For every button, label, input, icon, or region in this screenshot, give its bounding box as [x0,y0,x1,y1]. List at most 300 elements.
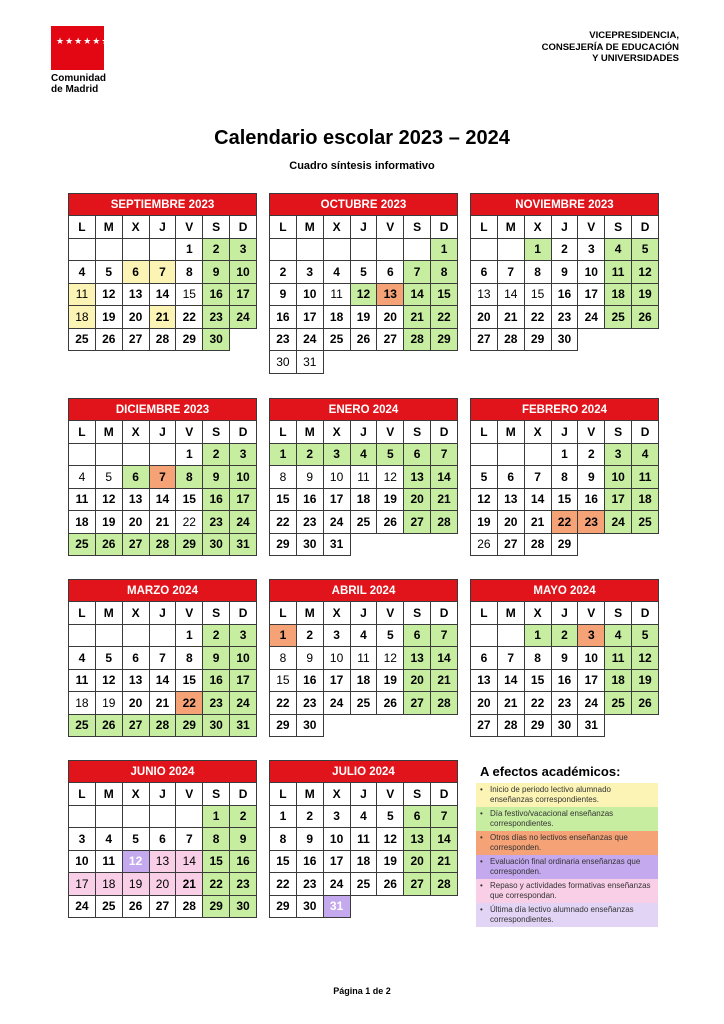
day-cell: 19 [377,488,404,511]
weekday-label: S [404,216,431,239]
month-calendar [68,398,257,556]
day-cell: 14 [149,669,176,692]
day-cell: 31 [230,533,257,556]
day-cell: 28 [431,511,458,534]
day-cell: 17 [230,283,257,306]
week-row [69,669,257,692]
week-row [270,238,458,261]
weekday-label: L [270,216,297,239]
day-cell: 16 [203,669,230,692]
day-cell: 23 [551,306,578,329]
weekday-label: V [578,421,605,444]
day-cell: 27 [471,714,498,737]
day-cell: 5 [350,261,377,284]
day-cell: 20 [404,850,431,873]
day-cell: 7 [404,261,431,284]
day-cell: 8 [176,466,203,489]
day-cell: 14 [431,828,458,851]
weekday-label: V [377,421,404,444]
day-cell: 12 [95,488,122,511]
weekday-label: M [497,216,524,239]
empty-cell [404,533,431,556]
empty-cell [149,805,176,828]
day-cell: 24 [230,306,257,329]
day-cell: 26 [377,511,404,534]
day-cell: 7 [497,647,524,670]
weekday-label: X [323,216,350,239]
day-cell: 18 [69,511,96,534]
empty-cell [404,895,431,918]
day-cell: 29 [176,714,203,737]
weekday-label: S [605,421,632,444]
day-cell: 6 [471,647,498,670]
day-cell: 28 [176,895,203,918]
day-cell: 25 [69,328,96,351]
legend-text: Inicio de periodo lectivo alumnado enseñanzas correspondientes. [490,785,611,804]
empty-cell [431,533,458,556]
weekday-label: S [203,783,230,806]
month-title: JUNIO 2024 [69,761,257,783]
day-cell: 6 [497,466,524,489]
day-cell: 28 [497,714,524,737]
day-cell: 13 [471,283,498,306]
empty-cell [350,351,377,374]
weekday-label: S [404,602,431,625]
weekday-label: J [149,421,176,444]
day-cell: 8 [176,647,203,670]
month-title: ENERO 2024 [270,399,458,421]
day-cell: 21 [431,669,458,692]
week-row [270,443,458,466]
week-row [69,647,257,670]
day-cell: 27 [122,328,149,351]
legend-text: Última día lectivo alumnado enseñanzas correspondientes. [490,905,634,924]
page-footer: Página 1 de 2 [333,986,391,996]
day-cell: 1 [176,624,203,647]
day-cell: 6 [122,466,149,489]
weekday-label: J [149,783,176,806]
day-cell: 17 [605,488,632,511]
day-cell: 13 [404,466,431,489]
weekday-label: X [524,421,551,444]
day-cell: 2 [551,238,578,261]
empty-cell [578,328,605,351]
day-cell: 18 [350,850,377,873]
week-row [69,805,257,828]
header-line: Y UNIVERSIDADES [592,53,679,64]
weekday-label: J [551,421,578,444]
day-cell: 30 [551,328,578,351]
weekday-label: S [605,602,632,625]
day-cell: 1 [270,443,297,466]
week-row [270,828,458,851]
day-cell: 12 [350,283,377,306]
legend-item [476,855,658,879]
weekday-label: X [524,216,551,239]
legend [476,783,658,927]
legend-item [476,783,658,807]
day-cell: 27 [149,895,176,918]
day-cell: 1 [524,238,551,261]
day-cell: 7 [431,443,458,466]
day-cell: 24 [296,328,323,351]
legend-text: Día festivo/vacacional enseñanzas correspondientes. [490,809,614,828]
week-row [69,624,257,647]
day-cell: 30 [230,895,257,918]
weekday-label: V [176,783,203,806]
day-cell: 29 [524,328,551,351]
weekday-label: S [203,421,230,444]
day-cell: 4 [95,828,122,851]
empty-cell [404,351,431,374]
weekday-label: X [122,783,149,806]
weekday-label: M [497,602,524,625]
day-cell: 9 [270,283,297,306]
day-cell: 22 [270,511,297,534]
day-cell: 6 [122,261,149,284]
day-cell: 15 [176,669,203,692]
weekday-label: D [230,216,257,239]
month-calendar [269,398,458,556]
day-cell: 13 [497,488,524,511]
day-cell: 10 [230,647,257,670]
day-cell: 27 [122,533,149,556]
day-cell: 5 [95,647,122,670]
day-cell: 6 [404,805,431,828]
weekday-label: X [323,421,350,444]
day-cell: 20 [404,669,431,692]
bullet-icon: • [480,857,483,866]
day-cell: 30 [270,351,297,374]
day-cell: 29 [176,533,203,556]
empty-cell [95,624,122,647]
weekday-label: D [632,421,659,444]
day-cell: 30 [203,714,230,737]
day-cell: 5 [632,624,659,647]
day-cell: 10 [605,466,632,489]
day-cell: 22 [431,306,458,329]
day-cell: 12 [377,828,404,851]
weekday-label: V [578,216,605,239]
day-cell: 19 [377,850,404,873]
day-cell: 12 [377,647,404,670]
day-cell: 2 [203,443,230,466]
day-cell: 2 [203,624,230,647]
day-cell: 29 [551,533,578,556]
week-row [270,488,458,511]
day-cell: 11 [69,488,96,511]
day-cell: 21 [431,850,458,873]
day-cell: 18 [632,488,659,511]
day-cell: 30 [296,533,323,556]
day-cell: 20 [122,511,149,534]
empty-cell [350,533,377,556]
bullet-icon: • [480,809,483,818]
day-cell: 11 [323,283,350,306]
weekday-label: M [296,783,323,806]
week-row [270,895,458,918]
day-cell: 30 [296,895,323,918]
week-row [69,328,257,351]
month-title: JULIO 2024 [270,761,458,783]
week-row [69,238,257,261]
weekday-label: V [176,421,203,444]
day-cell: 11 [605,647,632,670]
day-cell: 10 [323,466,350,489]
day-cell: 23 [203,692,230,715]
day-cell: 8 [203,828,230,851]
day-cell: 2 [551,624,578,647]
weekday-label: X [524,602,551,625]
day-cell: 17 [230,669,257,692]
day-cell: 14 [404,283,431,306]
month-title: MAYO 2024 [471,580,659,602]
day-cell: 14 [176,850,203,873]
day-cell: 25 [323,328,350,351]
empty-cell [605,533,632,556]
day-cell: 3 [296,261,323,284]
day-cell: 30 [551,714,578,737]
empty-cell [404,714,431,737]
empty-cell [149,624,176,647]
day-cell: 5 [377,805,404,828]
bullet-icon: • [480,833,483,842]
week-row [471,261,659,284]
day-cell: 5 [377,443,404,466]
day-cell: 6 [404,624,431,647]
day-cell: 28 [497,328,524,351]
weekday-label: D [431,421,458,444]
day-cell: 31 [296,351,323,374]
day-cell: 4 [632,443,659,466]
week-row [471,692,659,715]
week-row [471,283,659,306]
day-cell: 22 [176,511,203,534]
empty-cell [69,238,96,261]
day-cell: 6 [404,443,431,466]
logo-text-line: de Madrid [51,84,99,95]
day-cell: 23 [296,692,323,715]
day-cell: 26 [377,692,404,715]
empty-cell [497,624,524,647]
empty-cell [296,238,323,261]
weekday-label: M [95,602,122,625]
week-row [270,669,458,692]
weekday-label: M [296,421,323,444]
empty-cell [431,714,458,737]
empty-cell [431,895,458,918]
day-cell: 19 [632,669,659,692]
month-title: OCTUBRE 2023 [270,194,458,216]
day-cell: 4 [69,466,96,489]
day-cell: 15 [524,669,551,692]
day-cell: 26 [632,306,659,329]
empty-cell [149,443,176,466]
day-cell: 29 [176,328,203,351]
day-cell: 8 [270,828,297,851]
empty-cell [323,238,350,261]
day-cell: 29 [524,714,551,737]
logo-stars: ★★★★★★★ [56,36,120,46]
week-row [471,238,659,261]
day-cell: 3 [323,443,350,466]
day-cell: 3 [230,238,257,261]
day-cell: 18 [350,488,377,511]
day-cell: 24 [578,306,605,329]
day-cell: 28 [149,328,176,351]
empty-cell [350,714,377,737]
day-cell: 9 [203,647,230,670]
day-cell: 25 [605,306,632,329]
day-cell: 21 [149,692,176,715]
day-cell: 15 [203,850,230,873]
empty-cell [69,805,96,828]
day-cell: 21 [497,306,524,329]
day-cell: 4 [350,805,377,828]
day-cell: 22 [203,873,230,896]
empty-cell [377,714,404,737]
weekday-label: S [404,783,431,806]
day-cell: 7 [431,624,458,647]
day-cell: 22 [176,692,203,715]
day-cell: 26 [95,533,122,556]
empty-cell [95,805,122,828]
week-row [270,692,458,715]
empty-cell [404,238,431,261]
day-cell: 11 [69,283,96,306]
day-cell: 27 [122,714,149,737]
week-row [471,624,659,647]
day-cell: 9 [230,828,257,851]
week-row [270,873,458,896]
empty-cell [323,714,350,737]
week-row [270,283,458,306]
day-cell: 29 [270,533,297,556]
day-cell: 26 [95,328,122,351]
day-cell: 8 [270,466,297,489]
day-cell: 11 [632,466,659,489]
day-cell: 20 [497,511,524,534]
month-title: FEBRERO 2024 [471,399,659,421]
day-cell: 27 [404,511,431,534]
day-cell: 31 [323,895,350,918]
day-cell: 19 [632,283,659,306]
month-title: DICIEMBRE 2023 [69,399,257,421]
day-cell: 29 [270,714,297,737]
day-cell: 26 [350,328,377,351]
day-cell: 22 [524,306,551,329]
day-cell: 5 [377,624,404,647]
day-cell: 28 [149,714,176,737]
weekday-label: V [377,783,404,806]
day-cell: 4 [69,647,96,670]
day-cell: 2 [270,261,297,284]
weekday-label: S [605,216,632,239]
day-cell: 14 [431,647,458,670]
day-cell: 4 [605,624,632,647]
day-cell: 13 [122,283,149,306]
week-row [471,533,659,556]
day-cell: 28 [149,533,176,556]
day-cell: 10 [578,261,605,284]
weekday-label: D [230,421,257,444]
weekday-label: D [230,602,257,625]
empty-cell [270,238,297,261]
day-cell: 5 [632,238,659,261]
day-cell: 19 [122,873,149,896]
day-cell: 8 [551,466,578,489]
legend-text: Evaluación final ordinaria enseñanzas que corresponden. [490,857,641,876]
month-calendar [68,579,257,737]
empty-cell [122,624,149,647]
day-cell: 21 [524,511,551,534]
day-cell: 24 [230,692,257,715]
day-cell: 10 [230,261,257,284]
bullet-icon: • [480,785,483,794]
month-calendar [470,579,659,737]
day-cell: 9 [203,261,230,284]
day-cell: 27 [377,328,404,351]
day-cell: 22 [270,873,297,896]
day-cell: 5 [122,828,149,851]
empty-cell [497,238,524,261]
week-row [69,895,257,918]
day-cell: 10 [230,466,257,489]
day-cell: 15 [431,283,458,306]
day-cell: 10 [578,647,605,670]
day-cell: 12 [632,647,659,670]
day-cell: 1 [270,805,297,828]
day-cell: 11 [95,850,122,873]
week-row [270,533,458,556]
day-cell: 6 [471,261,498,284]
week-row [69,488,257,511]
empty-cell [632,533,659,556]
day-cell: 16 [203,283,230,306]
day-cell: 19 [95,692,122,715]
week-row [270,511,458,534]
weekday-label: M [296,216,323,239]
day-cell: 9 [296,828,323,851]
weekday-label: L [471,421,498,444]
week-row [471,511,659,534]
week-row [471,714,659,737]
empty-cell [377,533,404,556]
empty-cell [122,238,149,261]
week-row [270,805,458,828]
empty-cell [230,328,257,351]
day-cell: 16 [230,850,257,873]
day-cell: 9 [551,261,578,284]
day-cell: 24 [323,692,350,715]
day-cell: 10 [323,828,350,851]
weekday-label: L [471,602,498,625]
day-cell: 25 [69,533,96,556]
empty-cell [176,805,203,828]
day-cell: 12 [471,488,498,511]
weekday-label: L [69,216,96,239]
header-line: VICEPRESIDENCIA, [589,30,679,41]
weekday-label: X [323,602,350,625]
day-cell: 13 [404,828,431,851]
day-cell: 1 [431,238,458,261]
day-cell: 22 [176,306,203,329]
weekday-label: L [69,421,96,444]
day-cell: 13 [122,488,149,511]
day-cell: 20 [149,873,176,896]
day-cell: 24 [323,511,350,534]
day-cell: 20 [404,488,431,511]
